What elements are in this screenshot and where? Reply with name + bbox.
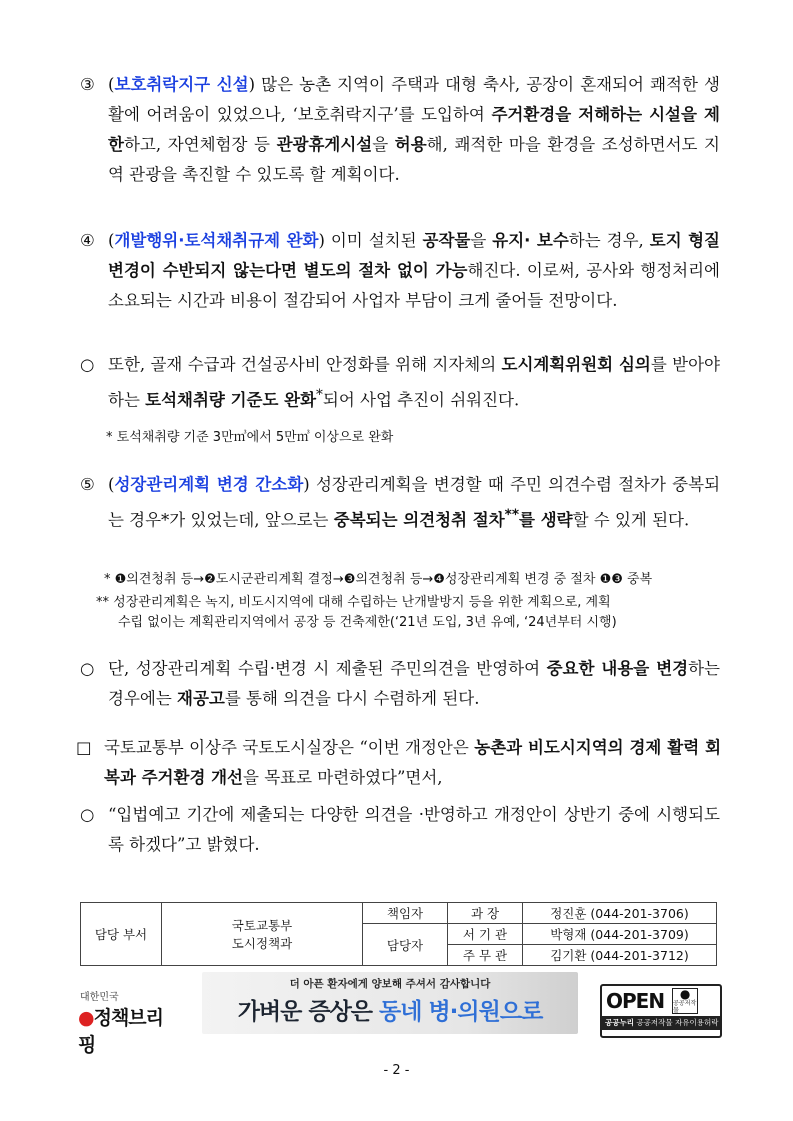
para-4: [80, 226, 720, 316]
para-3-text: (보호취락지구 신설) 많은 농촌 지역이 주택과 대형 축사, 공장이 혼재되어 쾌적한 생활에 어려움이 있었으나, ‘보호취락지구’를 도입하여 주거환경을 저해하는 시설을 제한하고, 자연체험장 등 관광휴게시설을 허용해, 쾌적한 마을 환경을 조성하면서도 지역 관광을 촉진할 수 있도록 할 계획이다.: [108, 75, 720, 184]
para-5-sub: ○ 단, 성장관리계획 수립·변경 시 제출된 주민의견을 반영하여 중요한 내용을 변경하는 경우에는 재공고를 통해 의견을 다시 수렴하게 된다.: [80, 654, 720, 714]
quote-sub: ○ “입법예고 기간에 제출되는 다양한 의견을 ·반영하고 개정안이 상반기 중에 시행되도록 하겠다”고 밝혔다.: [80, 800, 720, 860]
title-cell: 서 기 관: [448, 924, 523, 945]
logo-accent-icon: ●: [78, 1007, 94, 1029]
lead-label: 책임자: [363, 903, 448, 924]
para-3: [80, 70, 720, 190]
circle-bullet: ○: [80, 355, 95, 374]
topic-deregulation: 개발행위·토석채취규제 완화: [114, 231, 319, 250]
person-cell: 김기환 (044-201-3712): [523, 945, 717, 966]
clinic-banner[interactable]: 더 아픈 환자에게 양보해 주셔서 감사합니다 가벼운 증상은 동네 병·의원으로: [202, 972, 578, 1034]
topic-growth-plan: 성장관리계획 변경 간소화: [114, 475, 304, 494]
person-cell: 정진훈 (044-201-3706): [523, 903, 717, 924]
contact-table: [80, 902, 717, 966]
circle-bullet: ○: [80, 659, 95, 678]
staff-label: 담당자: [363, 924, 448, 966]
para-4-sub: ○ 또한, 골재 수급과 건설공사비 안정화를 위해 지자체의 도시계획위원회 심의를 받아야 하는 토석채취량 기준도 완화*되어 사업 추진이 쉬워진다.: [80, 350, 720, 416]
dept-name: 국토교통부 도시정책과: [162, 903, 363, 966]
circled-number-3: ③: [80, 75, 95, 94]
policy-briefing-logo[interactable]: 대한민국 ●정책브리핑: [78, 992, 164, 1056]
page-number: - 2 -: [383, 1063, 410, 1078]
circle-bullet: ○: [80, 805, 95, 824]
circled-number-5: ⑤: [80, 475, 95, 494]
circled-number-4: ④: [80, 231, 95, 250]
footnote-procedure: * ❶의견청취 등→❷도시군관리계획 결정→❸의견청취 등→❹성장관리계획 변경 중 절차 ❶❸ 중복: [104, 572, 653, 587]
square-bullet: □: [76, 738, 92, 757]
para-5: [80, 470, 720, 536]
topic-protected-village: 보호취락지구 신설: [114, 75, 249, 94]
title-cell: 과 장: [448, 903, 523, 924]
open-license-badge[interactable]: OPEN ● 공공저작물 공공누리 공공저작물 자유이용허락: [600, 984, 722, 1038]
para-5-text: (성장관리계획 변경 간소화) 성장관리계획을 변경할 때 주민 의견수렴 절차가 중복되는 경우*가 있었는데, 앞으로는 중복되는 의견청취 절차**를 생략할 수 있게 된다.: [108, 475, 721, 530]
footnote-growth-plan-a: ** 성장관리계획은 녹지, 비도시지역에 대해 수립하는 난개발방지 등을 위한 계획으로, 계획: [96, 595, 611, 610]
title-cell: 주 무 관: [448, 945, 523, 966]
footnote-quarry: * 토석채취량 기준 3만㎥에서 5만㎥ 이상으로 완화: [106, 430, 394, 445]
footnote-growth-plan-b: 수립 없이는 계획관리지역에서 공장 등 건축제한(‘21년 도입, 3년 유예, ‘24년부터 시행): [118, 615, 617, 630]
quote-section: □ 국토교통부 이상주 국토도시실장은 “이번 개정안은 농촌과 비도시지역의 경제 활력 회복과 주거환경 개선을 목표로 마련하였다”면서,: [76, 733, 721, 793]
dept-label: 담당 부서: [81, 903, 162, 966]
person-icon: ● 공공저작물: [673, 987, 697, 1014]
para-4-text: (개발행위·토석채취규제 완화) 이미 설치된 공작물을 유지· 보수하는 경우, 토지 형질변경이 수반되지 않는다면 별도의 절차 없이 가능해진다. 이로써, 공사와 행정처리에 소요되는 시간과 비용이 절감되어 사업자 부담이 크게 줄어들 전망이다.: [108, 231, 720, 310]
person-cell: 박형재 (044-201-3709): [523, 924, 717, 945]
